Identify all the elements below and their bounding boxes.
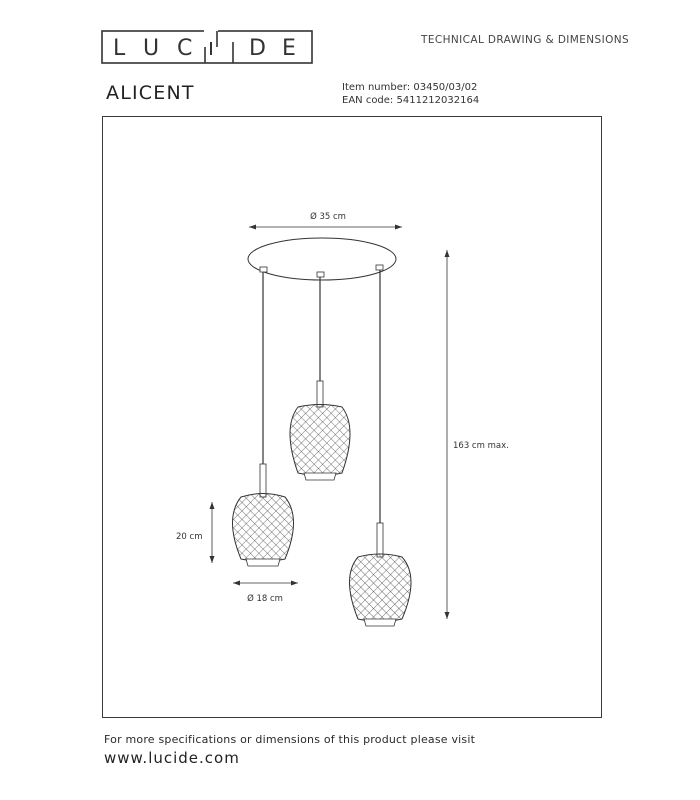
footer-note: For more specifications or dimensions of this product please visit xyxy=(104,733,476,746)
canopy-anchor xyxy=(317,272,324,277)
lucide-logo xyxy=(101,30,313,64)
technical-drawing xyxy=(102,116,602,718)
product-name: ALICENT xyxy=(106,82,195,104)
lamp-socket xyxy=(317,381,323,407)
svg-text:E: E xyxy=(282,36,296,61)
canopy-anchor xyxy=(260,267,267,272)
item-number-row xyxy=(342,81,479,94)
lamp-socket xyxy=(260,464,266,497)
mesh-shade-left xyxy=(233,494,294,567)
product-meta xyxy=(342,81,479,107)
total-height-label: 163 cm max. xyxy=(453,441,509,451)
item-number-value: 03450/03/02 xyxy=(413,82,478,93)
canopy-diameter-label: Ø 35 cm xyxy=(310,212,346,222)
item-number-label: Item number: xyxy=(342,82,411,93)
svg-text:C: C xyxy=(177,36,193,61)
shade-height-label: 20 cm xyxy=(176,532,203,542)
svg-text:U: U xyxy=(143,36,160,61)
svg-text:L: L xyxy=(113,36,126,61)
website-link[interactable]: www.lucide.com xyxy=(104,749,240,767)
mesh-shade-middle xyxy=(290,405,350,481)
shade-diameter-label: Ø 18 cm xyxy=(247,594,283,604)
ean-value: 5411212032164 xyxy=(396,95,480,106)
mesh-shade-right xyxy=(350,554,412,626)
document-type-label: TECHNICAL DRAWING & DIMENSIONS xyxy=(421,34,630,46)
svg-text:D: D xyxy=(249,36,266,61)
ean-label: EAN code: xyxy=(342,95,394,106)
ean-row xyxy=(342,94,479,107)
canopy-anchor xyxy=(376,265,383,270)
lamp-socket xyxy=(377,523,383,557)
